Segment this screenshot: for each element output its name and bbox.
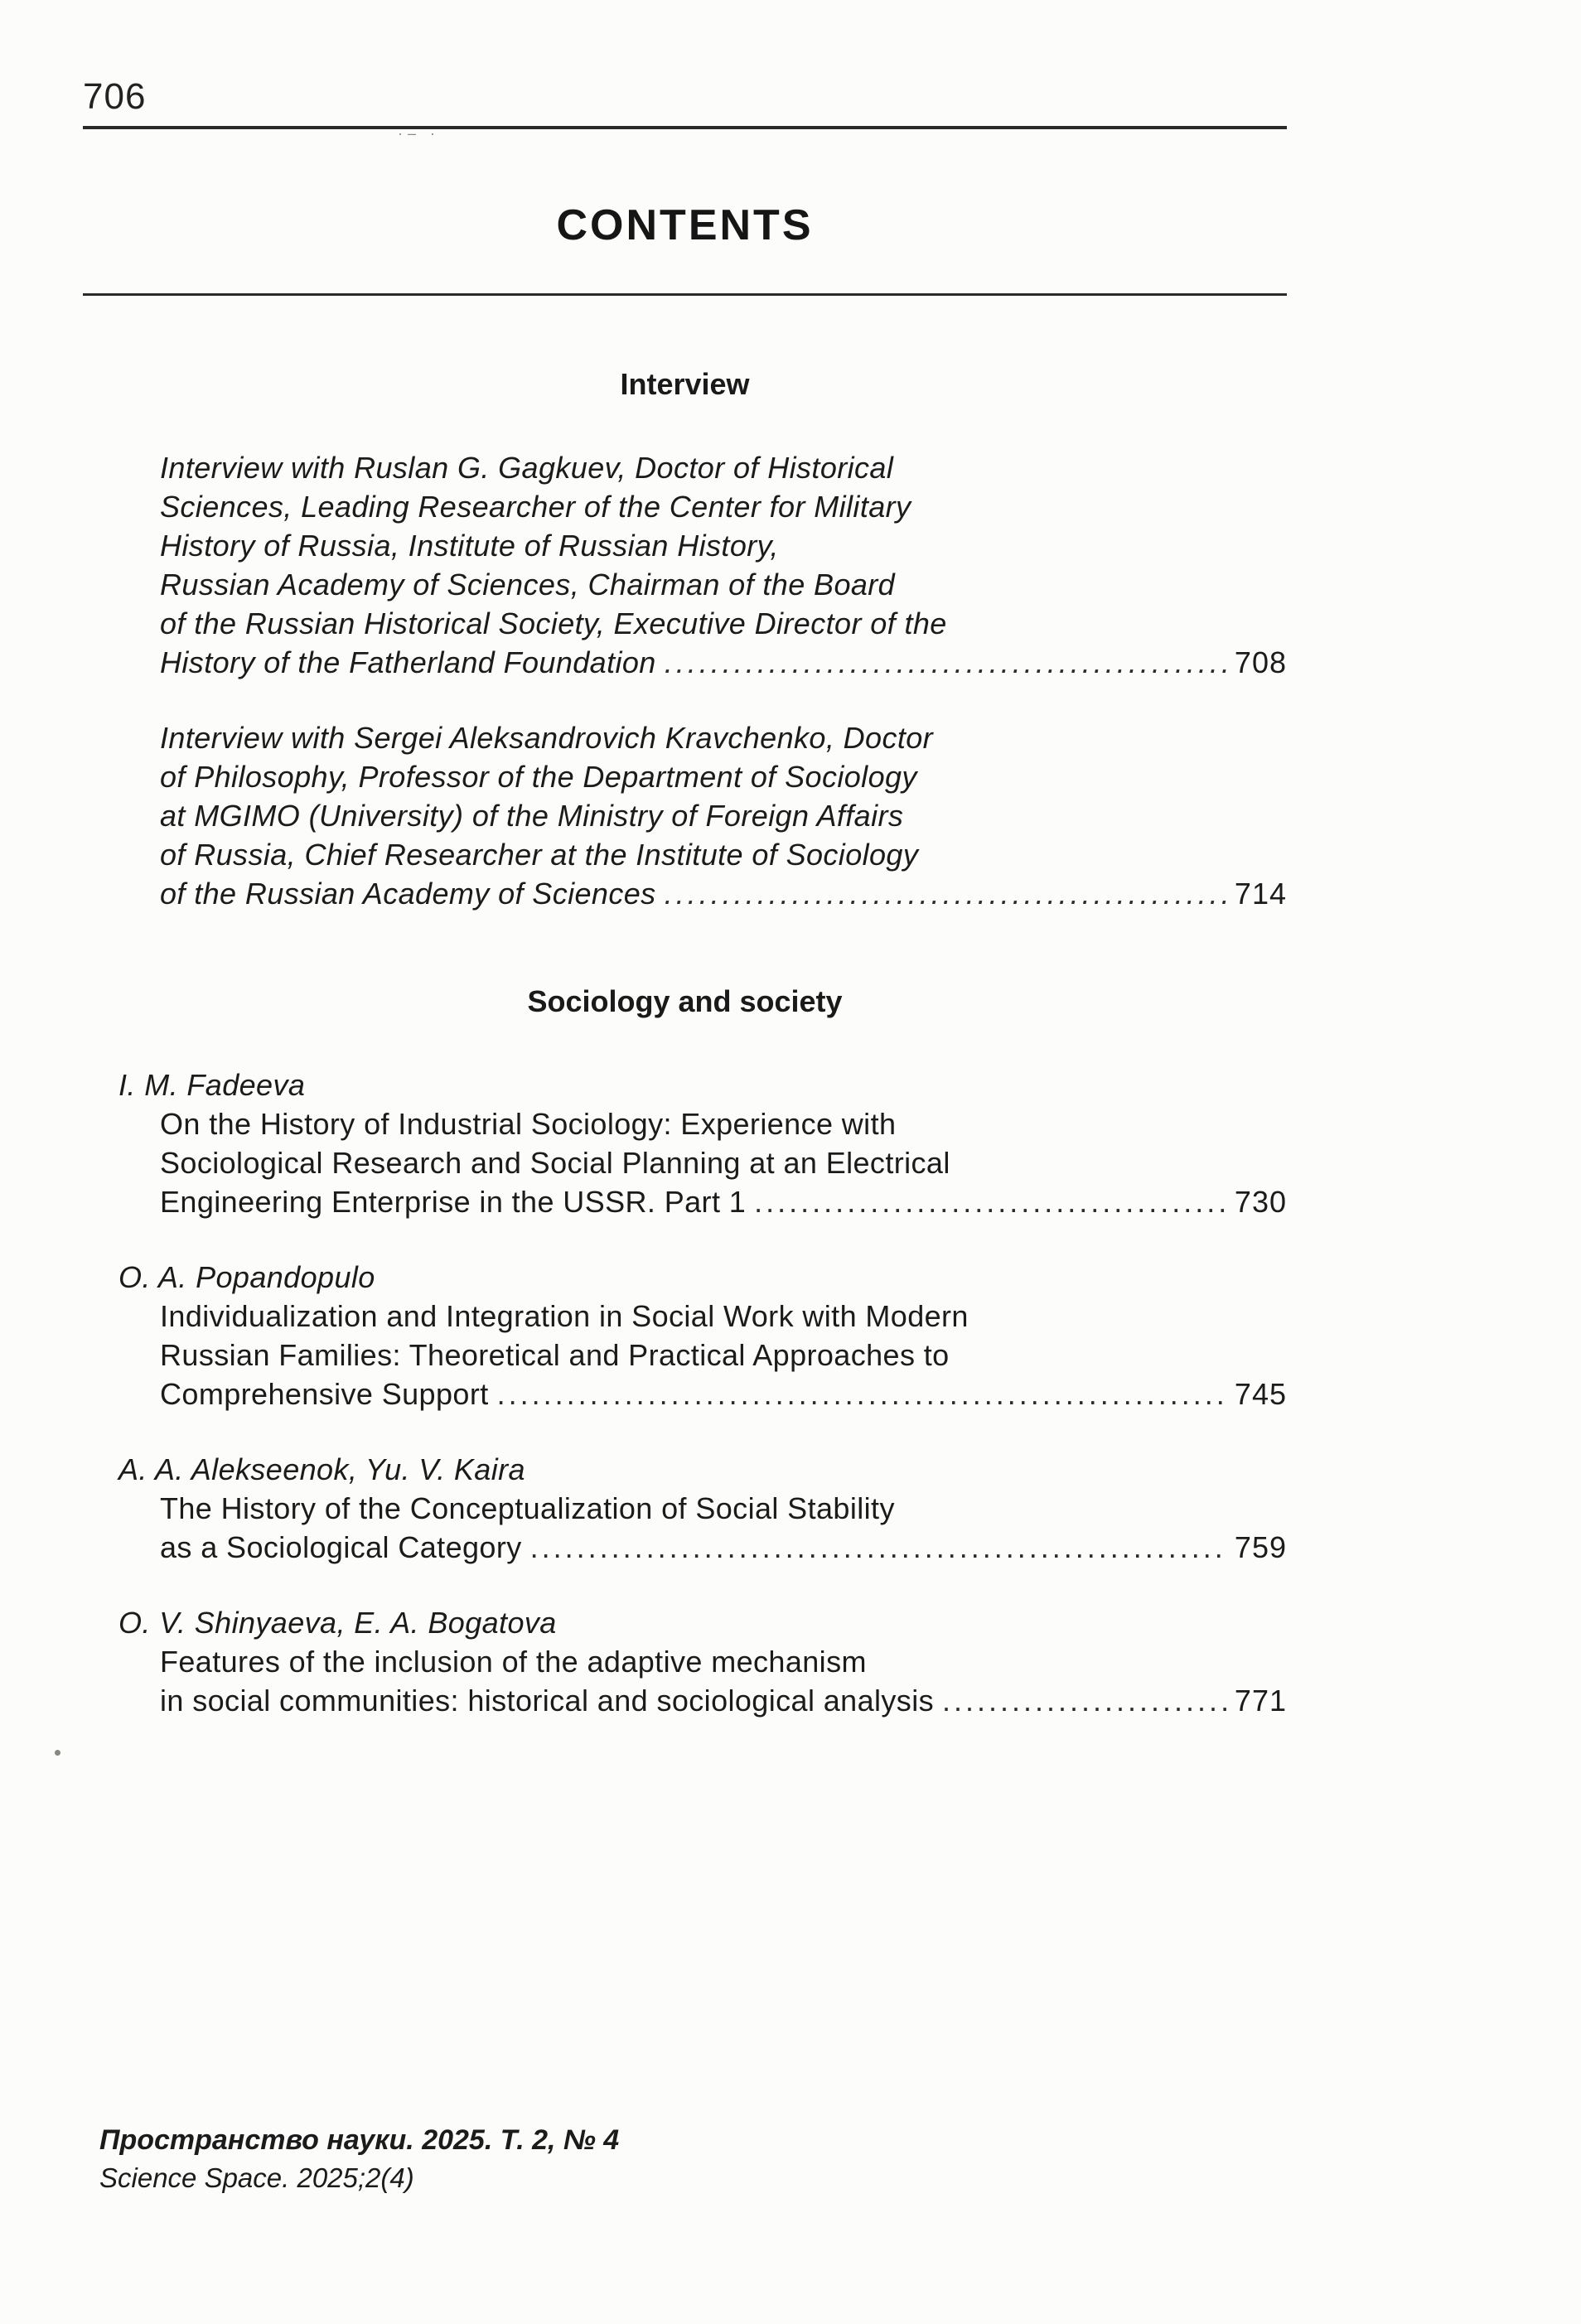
entry-last-line-text: of the Russian Academy of Sciences bbox=[160, 877, 656, 911]
entry-last-line bbox=[118, 874, 1287, 913]
entry-line: of Russia, Chief Researcher at the Institute of Sociology bbox=[160, 838, 919, 872]
entry-last-line-text: in social communities: historical and sociological analysis bbox=[160, 1684, 935, 1718]
entry-line: Individualization and Integration in Social Work with Modern bbox=[160, 1299, 969, 1333]
entry-author: I. M. Fadeeva bbox=[118, 1068, 306, 1102]
dot-leader bbox=[530, 1528, 1228, 1567]
entry-last-line bbox=[118, 1182, 1287, 1221]
header-rule bbox=[83, 126, 1287, 129]
entry-author: O. A. Popandopulo bbox=[118, 1260, 375, 1294]
section-heading: Interview bbox=[620, 367, 750, 401]
toc-entry bbox=[118, 1450, 1287, 1567]
toc-entry bbox=[118, 1258, 1287, 1413]
dot-leader bbox=[754, 1182, 1228, 1221]
entry-line: Sociological Research and Social Planning at an Electrical bbox=[160, 1146, 950, 1180]
entry-line: of Philosophy, Professor of the Department of Sociology bbox=[160, 760, 917, 794]
toc-sections bbox=[0, 367, 1581, 1720]
entry-page-number: 771 bbox=[1234, 1684, 1287, 1718]
entry-last-line bbox=[118, 1528, 1287, 1567]
entry-author: A. A. Alekseenok, Yu. V. Kaira bbox=[118, 1452, 525, 1486]
page-footer bbox=[99, 2121, 619, 2197]
entry-line: The History of the Conceptualization of Social Stability bbox=[160, 1491, 895, 1525]
toc-entry bbox=[118, 448, 1287, 682]
entry-last-line bbox=[118, 1681, 1287, 1720]
entry-last-line-text: History of the Fatherland Foundation bbox=[160, 645, 656, 679]
entry-author: O. V. Shinyaeva, E. A. Bogatova bbox=[118, 1606, 557, 1640]
entry-line: of the Russian Historical Society, Executive Director of the bbox=[160, 606, 947, 640]
entry-page-number: 745 bbox=[1234, 1377, 1287, 1411]
page-number: 706 bbox=[83, 76, 147, 117]
scan-artifact: ·– · bbox=[398, 125, 440, 142]
entry-line: at MGIMO (University) of the Ministry of Foreign Affairs bbox=[160, 799, 904, 833]
entry-line: Interview with Sergei Aleksandrovich Kravchenko, Doctor bbox=[160, 721, 934, 755]
entry-last-line-text: Engineering Enterprise in the USSR. Part 1 bbox=[160, 1185, 747, 1219]
footer-journal-en: Science Space. 2025;2(4) bbox=[99, 2162, 414, 2193]
entry-page-number: 730 bbox=[1234, 1185, 1287, 1219]
dot-leader bbox=[942, 1681, 1228, 1720]
footer-journal-ru: Пространство науки. 2025. Т. 2, № 4 bbox=[99, 2124, 620, 2156]
entry-last-line bbox=[118, 1375, 1287, 1413]
toc-entry bbox=[118, 718, 1287, 913]
entry-line: Russian Academy of Sciences, Chairman of the Board bbox=[160, 568, 896, 602]
entry-last-line-text: as a Sociological Category bbox=[160, 1530, 522, 1564]
entry-last-line-text: Comprehensive Support bbox=[160, 1377, 489, 1411]
scan-artifact bbox=[55, 1750, 60, 1756]
toc-entry bbox=[118, 1065, 1287, 1221]
entry-line: Features of the inclusion of the adaptive mechanism bbox=[160, 1645, 867, 1679]
dot-leader bbox=[665, 874, 1228, 913]
dot-leader bbox=[497, 1375, 1228, 1413]
section-heading: Sociology and society bbox=[527, 984, 843, 1018]
toc-section bbox=[83, 367, 1287, 913]
entry-last-line bbox=[118, 643, 1287, 682]
entry-line: On the History of Industrial Sociology: Experience with bbox=[160, 1107, 897, 1141]
entry-line: History of Russia, Institute of Russian History, bbox=[160, 529, 779, 563]
title-rule bbox=[83, 293, 1287, 296]
entry-page-number: 714 bbox=[1234, 877, 1287, 911]
entry-line: Sciences, Leading Researcher of the Center for Military bbox=[160, 490, 911, 524]
page-title: CONTENTS bbox=[556, 201, 814, 249]
entry-page-number: 708 bbox=[1234, 645, 1287, 679]
toc-section bbox=[83, 984, 1287, 1720]
entry-page-number: 759 bbox=[1234, 1530, 1287, 1564]
entry-line: Russian Families: Theoretical and Practical Approaches to bbox=[160, 1338, 950, 1372]
entry-line: Interview with Ruslan G. Gagkuev, Doctor of Historical bbox=[160, 451, 894, 485]
dot-leader bbox=[665, 643, 1228, 682]
toc-entry bbox=[118, 1603, 1287, 1720]
